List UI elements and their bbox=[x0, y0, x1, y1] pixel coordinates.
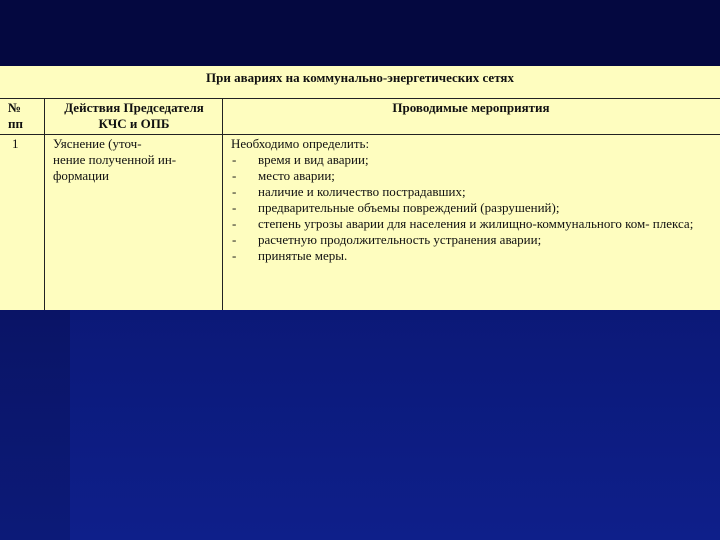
measures-list bbox=[231, 152, 715, 264]
header-bottom-border bbox=[0, 134, 720, 135]
header-number-line-2: пп bbox=[8, 116, 23, 131]
measures-list-item: - предварительные объемы повреждений (разрушений); bbox=[231, 200, 715, 216]
column-divider-2 bbox=[222, 98, 223, 310]
top-band bbox=[0, 0, 720, 66]
header-top-border bbox=[0, 98, 720, 99]
left-band bbox=[0, 310, 70, 540]
measures-list-item: - расчетную продолжительность устранения аварии; bbox=[231, 232, 715, 248]
column-divider-1 bbox=[44, 98, 45, 310]
table-caption: При авариях на коммунально-энергетических сетях bbox=[206, 70, 514, 85]
header-actions-line-1: Действия Председателя bbox=[64, 100, 204, 115]
row-action bbox=[53, 136, 218, 184]
measures-list-item: - степень угрозы аварии для населения и жилищно-коммунального ком- плекса; bbox=[231, 216, 715, 232]
measures-list-item: - место аварии; bbox=[231, 168, 715, 184]
measures-list-item: - время и вид аварии; bbox=[231, 152, 715, 168]
header-number bbox=[2, 100, 42, 132]
measures-intro: Необходимо определить: bbox=[231, 136, 370, 151]
row-number: 1 bbox=[12, 136, 19, 151]
header-number-line-1: № bbox=[8, 100, 22, 115]
header-measures: Проводимые мероприятия bbox=[392, 100, 550, 115]
header-actions-line-2: КЧС и ОПБ bbox=[98, 116, 170, 131]
header-actions bbox=[46, 100, 222, 132]
row-measures bbox=[231, 136, 715, 264]
row-action-line: нение полученной ин- bbox=[53, 152, 177, 167]
slide-content bbox=[0, 66, 720, 310]
row-action-line: Уяснение (уточ- bbox=[53, 136, 142, 151]
measures-list-item: - наличие и количество пострадавших; bbox=[231, 184, 715, 200]
measures-list-item: - принятые меры. bbox=[231, 248, 715, 264]
row-action-line: формации bbox=[53, 168, 110, 183]
